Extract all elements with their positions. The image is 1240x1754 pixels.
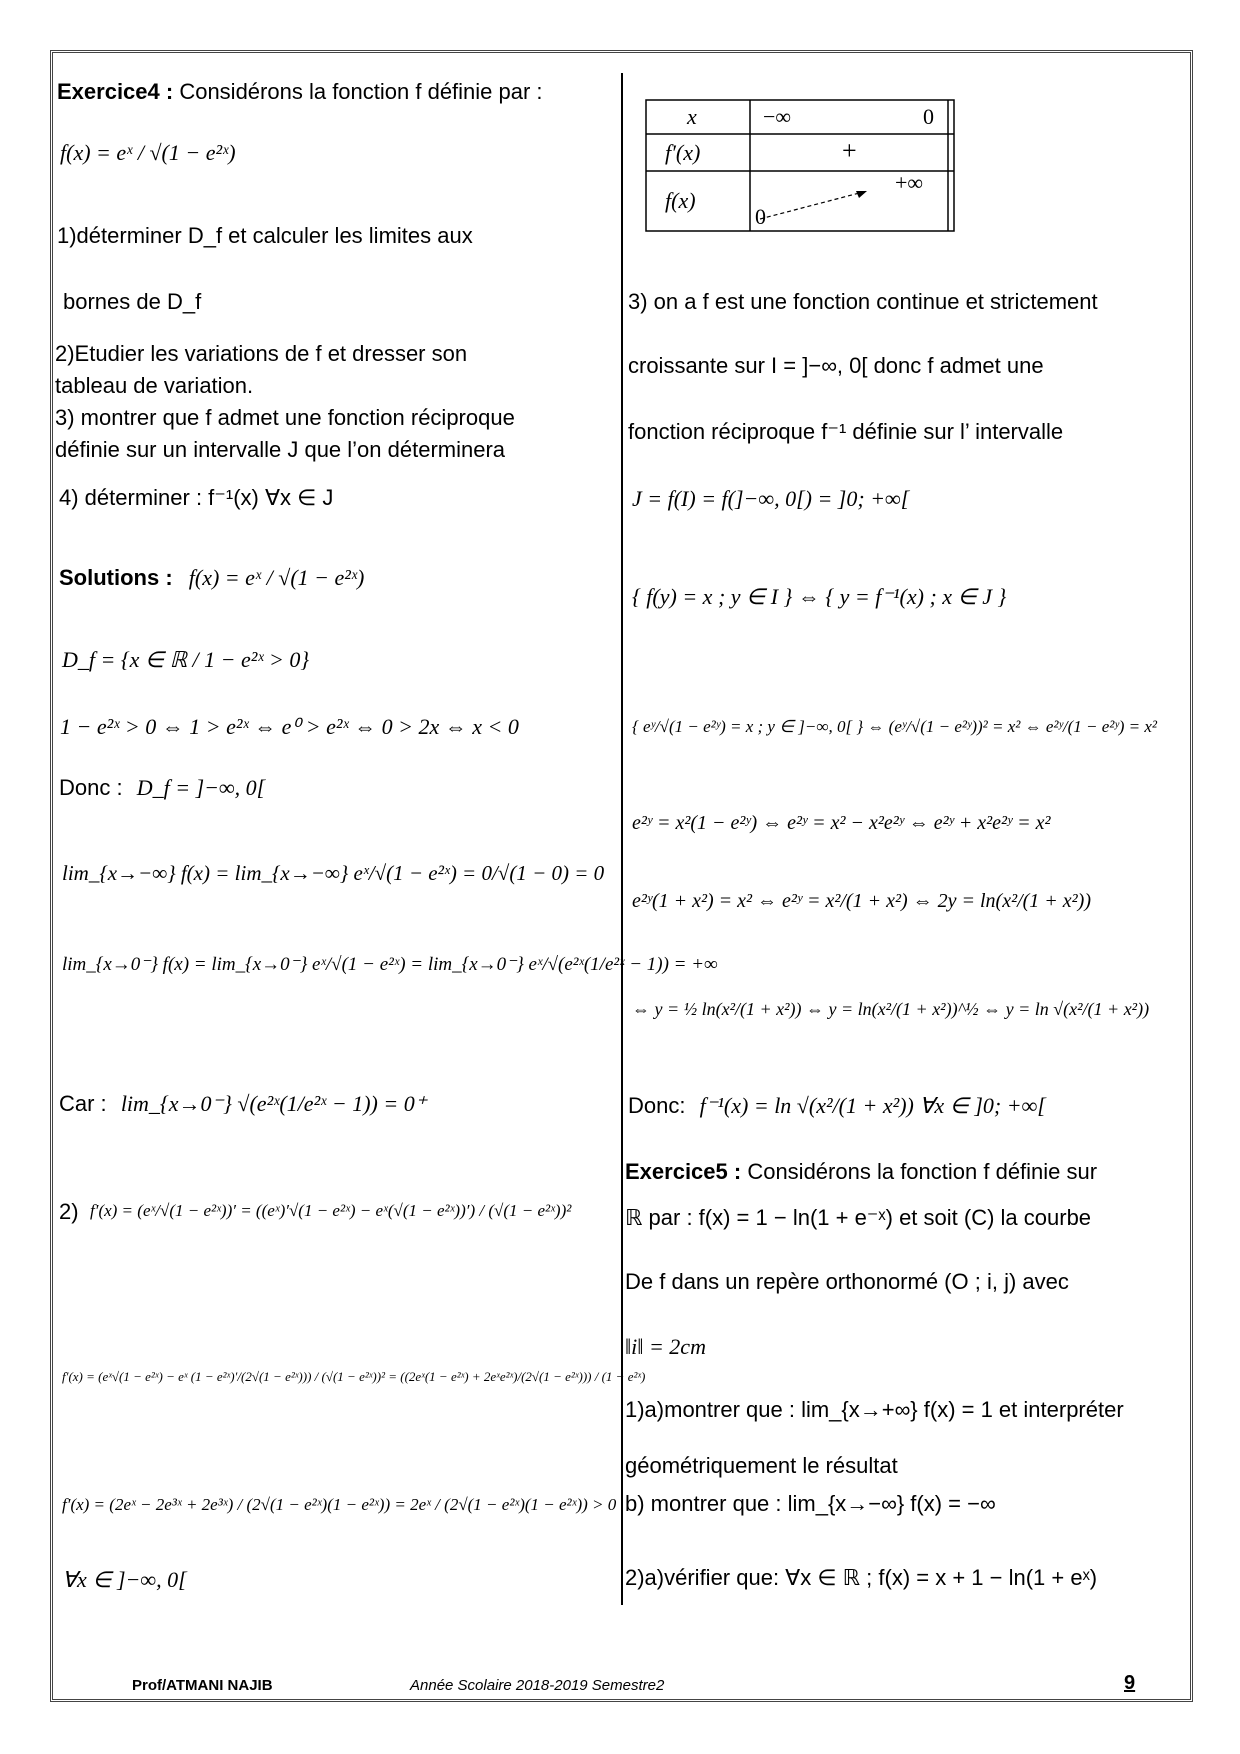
limit-zero-minus: lim_{x→0⁻} f(x) = lim_{x→0⁻} eˣ/√(1 − e²ˣ) = lim_{x→0⁻} eˣ/√(e²ˣ(1/e²ˣ − 1)) = +∞ bbox=[62, 954, 718, 975]
q1-line1: 1)déterminer D_f et calculer les limites aux bbox=[57, 223, 473, 248]
sol-formula: f(x) = eˣ / √(1 − e²ˣ) bbox=[188, 565, 365, 590]
ex5-q1a-2: géométriquement le résultat bbox=[625, 1453, 898, 1478]
ex5-line4: ‖i‖ = 2cm bbox=[625, 1334, 706, 1359]
p3-line3: fonction réciproque f⁻¹ définie sur l’ intervalle bbox=[628, 419, 1064, 444]
footer-year: Année Scolaire 2018-2019 Semestre2 bbox=[410, 1677, 665, 1694]
ex5-intro: Considérons la fonction f définie sur bbox=[747, 1159, 1098, 1184]
domain-def: D_f = {x ∈ ℝ / 1 − e²ˣ > 0} bbox=[62, 647, 310, 672]
table-f-end: +∞ bbox=[895, 170, 924, 195]
domain-conclusion bbox=[59, 774, 265, 802]
forall-domain: ∀x ∈ ]−∞, 0[ bbox=[62, 1567, 187, 1592]
q3-line2: définie sur un intervalle J que l’on déterminera bbox=[55, 437, 506, 462]
table-x-left: −∞ bbox=[763, 104, 792, 129]
car-label: Car : bbox=[59, 1091, 107, 1116]
car-line bbox=[59, 1090, 426, 1118]
variation-table bbox=[645, 99, 955, 232]
page-number: 9 bbox=[1124, 1672, 1136, 1694]
q4: 4) déterminer : f⁻¹(x) ∀x ∈ J bbox=[59, 485, 334, 510]
eq-step2: e²ʸ(1 + x²) = x² ⇔ e²ʸ = x²/(1 + x²) ⇔ 2y = ln(x²/(1 + x²)) bbox=[632, 890, 1091, 912]
inverse-conclusion bbox=[628, 1092, 1046, 1120]
domain-eq: 1 − e²ˣ > 0 ⇔ 1 > e²ˣ ⇔ e⁰ > e²ˣ ⇔ 0 > 2x ⇔ x < 0 bbox=[60, 714, 519, 739]
table-row-fprime: f′(x) bbox=[665, 140, 701, 165]
table-row-f: f(x) bbox=[665, 188, 696, 213]
ex5-q2a: 2)a)vérifier que: ∀x ∈ ℝ ; f(x) = x + 1 − ln(1 + eˣ) bbox=[625, 1565, 1098, 1590]
ex5-heading bbox=[625, 1158, 1097, 1186]
deriv-label: 2) bbox=[59, 1199, 79, 1224]
ex5-q1a: 1)a)montrer que : lim_{x→+∞} f(x) = 1 et interpréter bbox=[625, 1397, 1124, 1422]
p3-line2: croissante sur I = ]−∞, 0[ donc f admet une bbox=[628, 353, 1044, 378]
donc-label-right: Donc: bbox=[628, 1093, 686, 1118]
solutions-heading bbox=[59, 564, 364, 592]
car-formula: lim_{x→0⁻} √(e²ˣ(1/e²ˣ − 1)) = 0⁺ bbox=[120, 1091, 427, 1116]
table-row-x: x bbox=[687, 104, 697, 129]
ex4-heading bbox=[57, 78, 543, 106]
ex5-q1b: b) montrer que : lim_{x→−∞} f(x) = −∞ bbox=[625, 1491, 996, 1516]
p3-line1: 3) on a f est une fonction continue et strictement bbox=[628, 289, 1098, 314]
sol-title: Solutions : bbox=[59, 565, 173, 590]
ex5-line3: De f dans un repère orthonormé (O ; i, j) avec bbox=[625, 1269, 1069, 1294]
q3-line1: 3) montrer que f admet une fonction réciproque bbox=[55, 405, 515, 430]
ex5-line2: ℝ par : f(x) = 1 − ln(1 + e⁻ˣ) et soit (C) la courbe bbox=[625, 1205, 1092, 1230]
table-f-start: 0 bbox=[755, 204, 766, 229]
derivative-step3: f′(x) = (2eˣ − 2e³ˣ + 2e³ˣ) / (2√(1 − e²ˣ)(1 − e²ˣ)) = 2eˣ / (2√(1 − e²ˣ)(1 − e²ˣ)) > 0 bbox=[62, 1495, 617, 1514]
donc-label: Donc : bbox=[59, 775, 123, 800]
ex4-formula: f(x) = eˣ / √(1 − e²ˣ) bbox=[60, 140, 236, 165]
inverse-result: f⁻¹(x) = ln √(x²/(1 + x²)) ∀x ∈ ]0; +∞[ bbox=[699, 1093, 1046, 1118]
q1-line2: bornes de D_f bbox=[63, 289, 202, 314]
eq-step1: e²ʸ = x²(1 − e²ʸ) ⇔ e²ʸ = x² − x²e²ʸ ⇔ e²ʸ + x²e²ʸ = x² bbox=[632, 812, 1051, 834]
ex4-intro: Considérons la fonction f définie par : bbox=[179, 79, 543, 104]
q2-line2: tableau de variation. bbox=[55, 373, 254, 398]
footer-author: Prof/ATMANI NAJIB bbox=[132, 1677, 273, 1694]
p3-line4: J = f(I) = f(]−∞, 0[) = ]0; +∞[ bbox=[632, 486, 910, 511]
ex5-title: Exercice5 : bbox=[625, 1159, 742, 1184]
domain-result: D_f = ]−∞, 0[ bbox=[136, 775, 266, 800]
table-sign: + bbox=[842, 136, 857, 165]
eq-step3: ⇔ y = ½ ln(x²/(1 + x²)) ⇔ y = ln(x²/(1 + x²))^½ ⇔ y = ln √(x²/(1 + x²)) bbox=[632, 999, 1150, 1019]
q2-line1: 2)Etudier les variations de f et dresser son bbox=[55, 341, 468, 366]
limit-minus-inf: lim_{x→−∞} f(x) = lim_{x→−∞} eˣ/√(1 − e²ˣ) = 0/√(1 − 0) = 0 bbox=[62, 861, 605, 885]
system2: { eʸ/√(1 − e²ʸ) = x ; y ∈ ]−∞, 0[ } ⇔ (eʸ/√(1 − e²ʸ))² = x² ⇔ e²ʸ/(1 − e²ʸ) = x² bbox=[632, 717, 1157, 736]
derivative-step2: f′(x) = (eˣ√(1 − e²ˣ) − eˣ (1 − e²ˣ)′/(2√(1 − e²ˣ))) / (√(1 − e²ˣ))² = ((2eˣ(1 − e²ˣ) + 2eˣe²ˣ)/(2√(1 − e²ˣ))) / (1 − e²ˣ) bbox=[62, 1369, 646, 1384]
ex4-title: Exercice4 : bbox=[57, 79, 174, 104]
derivative-step1: f′(x) = (eˣ/√(1 − e²ˣ))′ = ((eˣ)′√(1 − e²ˣ) − eˣ(√(1 − e²ˣ))′) / (√(1 − e²ˣ))² bbox=[90, 1201, 572, 1220]
table-x-right: 0 bbox=[923, 104, 934, 129]
system1: { f(y) = x ; y ∈ I } ⇔ { y = f⁻¹(x) ; x ∈ J } bbox=[632, 584, 1007, 609]
